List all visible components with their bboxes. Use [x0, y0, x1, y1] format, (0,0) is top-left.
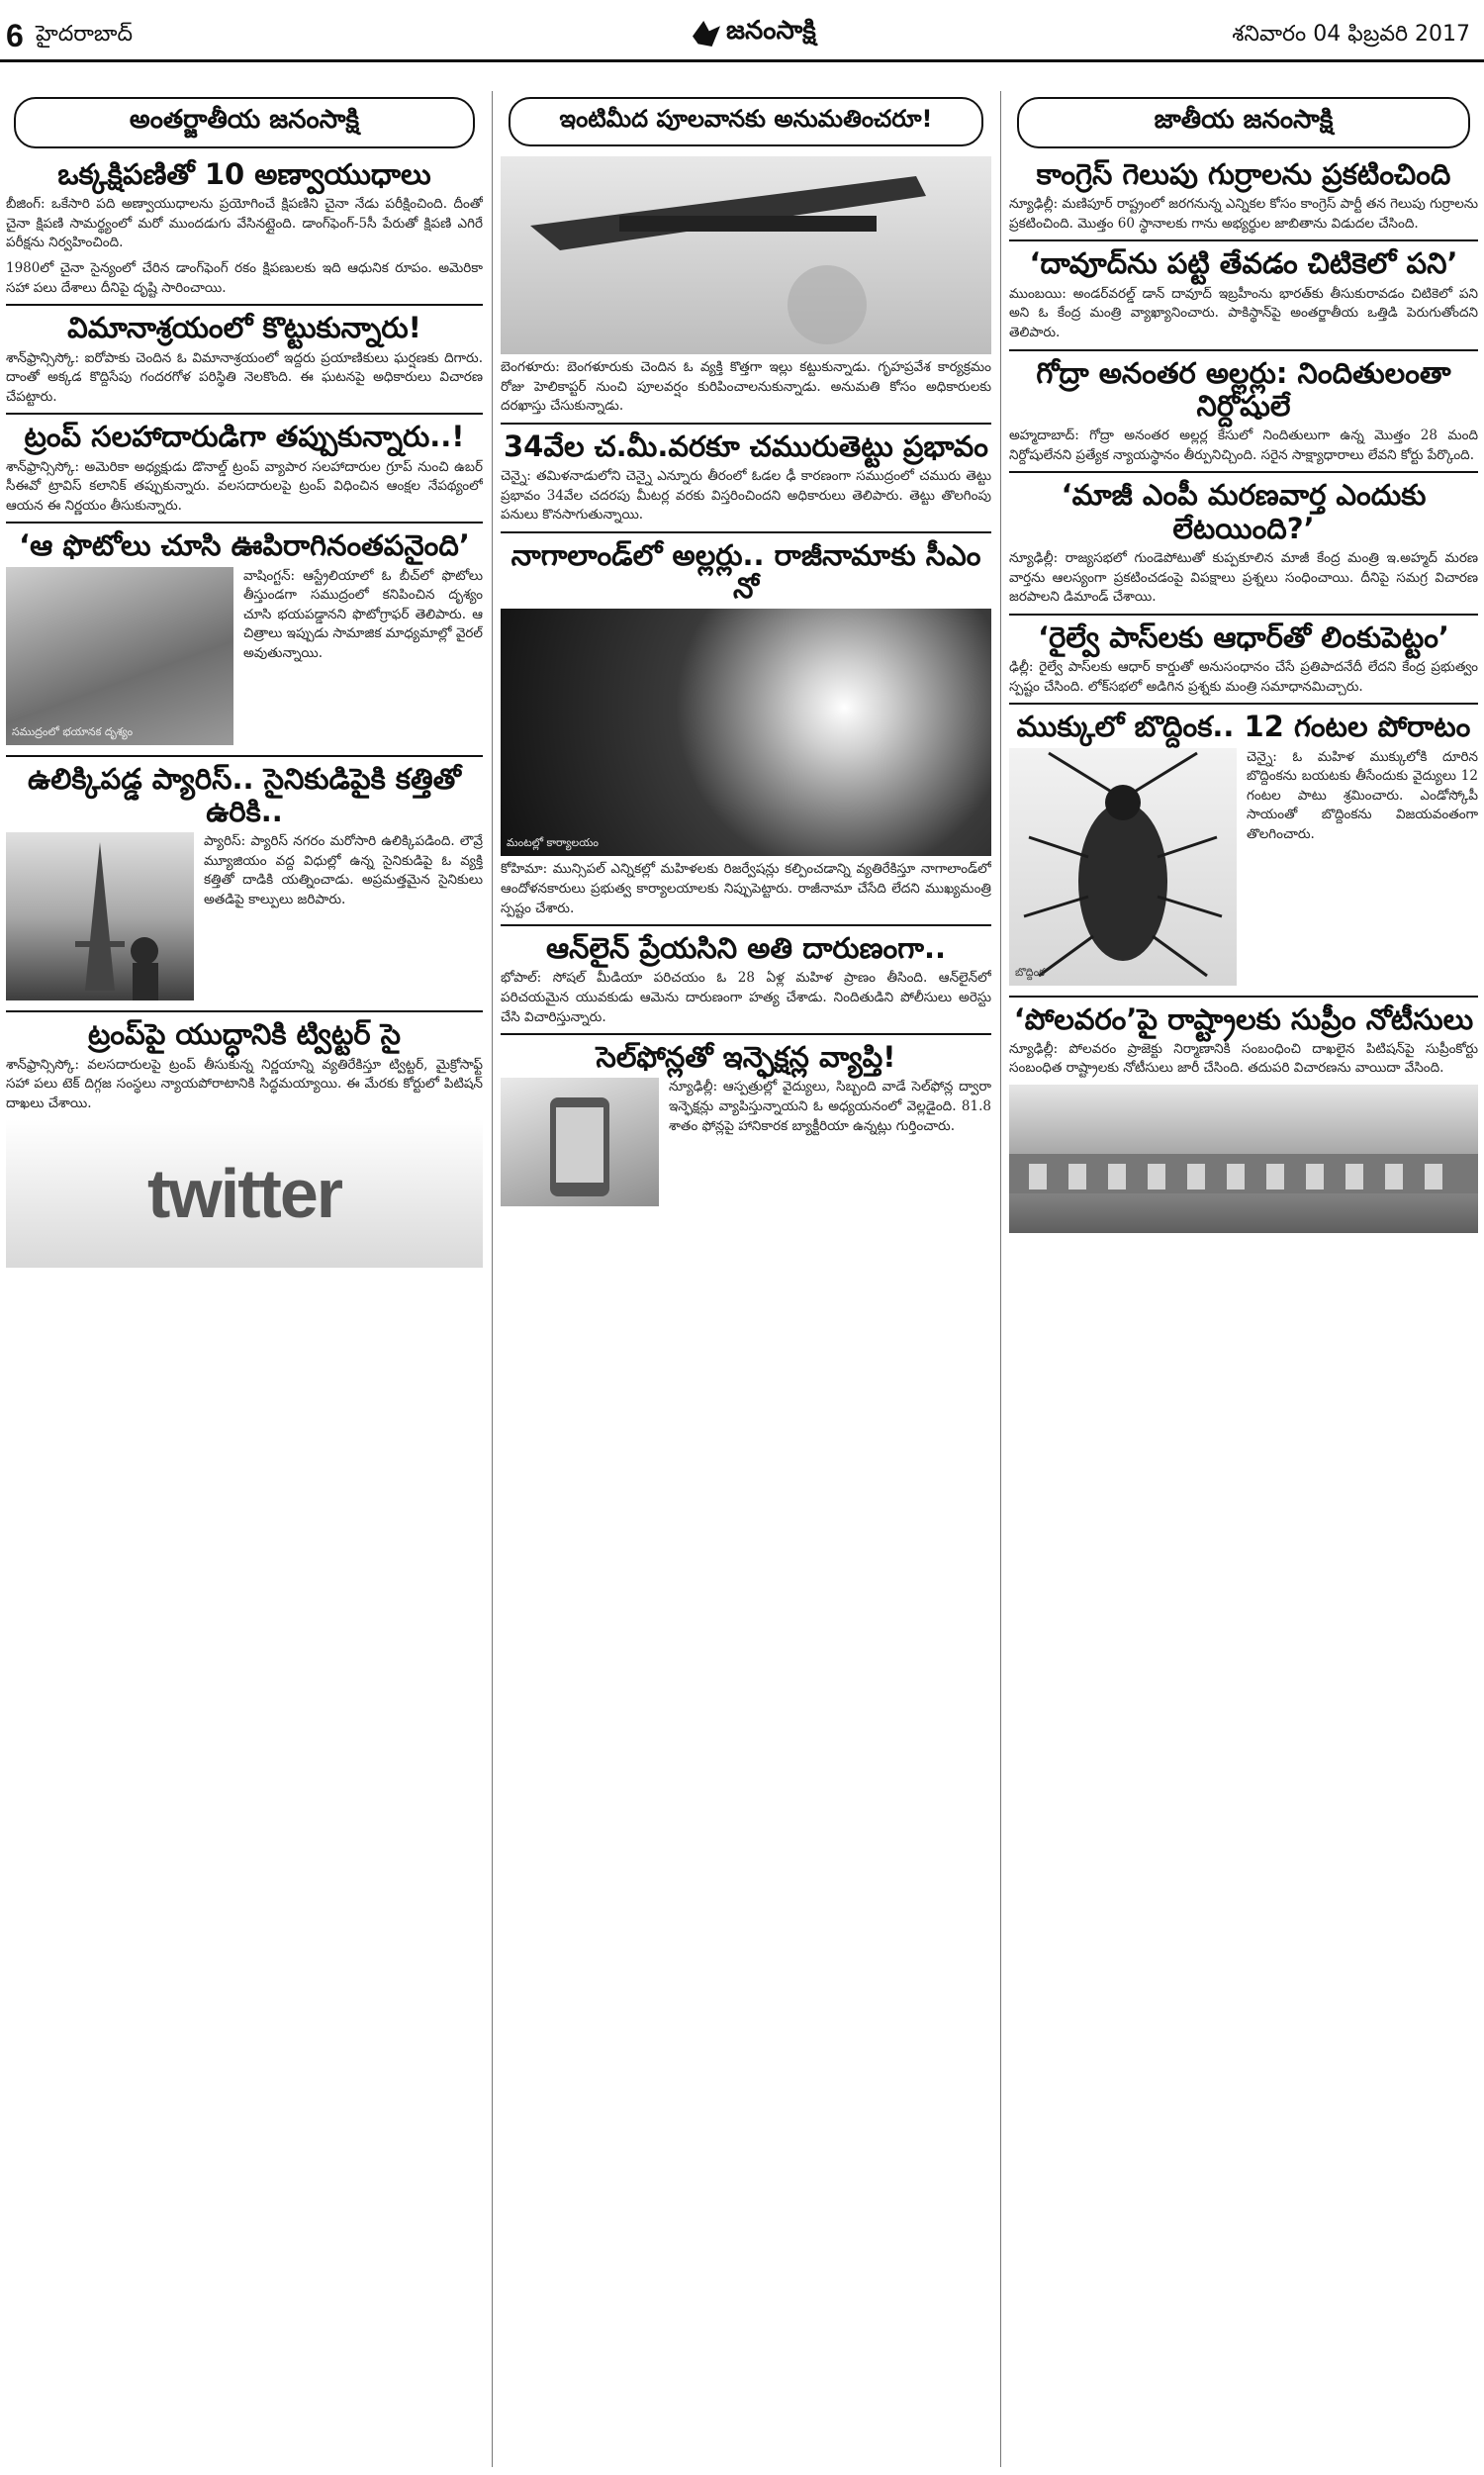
headline-box: ఇంటిమీద పూలవానకు అనుమతించరూ! — [509, 97, 983, 146]
divider — [1009, 349, 1478, 351]
photo-caption: బొద్దింక — [1015, 965, 1045, 979]
city-name: హైదరాబాద్ — [36, 22, 133, 47]
divider — [1009, 996, 1478, 998]
cockroach-photo — [1009, 748, 1237, 986]
article-body: 1980లో చైనా సైన్యంలో చేరిన డాంగ్‌ఫెంగ్‌ రకం క్షిపణులకు ఇది ఆధునిక రూపం. అమెరికా సహా పలు దేశాలు దీనిపై దృష్టి సారించాయి. — [6, 260, 483, 296]
article-body: న్యూఢిల్లీ: పోలవరం ప్రాజెక్టు నిర్మాణానికి సంబంధించి దాఖలైన పిటిషన్‌పై సుప్రీంకోర్టు సంబంధిత రాష్ట్రాలకు నోటీసులు జారీ చేసింది. తదుపరి విచారణను వాయిదా వేసింది. — [1009, 1040, 1478, 1077]
center-column — [501, 91, 991, 2467]
newspaper-brand — [693, 16, 816, 51]
divider — [1009, 703, 1478, 705]
divider — [501, 531, 991, 533]
photo-caption: మంటల్లో కార్యాలయం — [507, 836, 599, 850]
page-number: 6 — [6, 18, 24, 53]
article-body: కోహిమా: మున్సిపల్‌ ఎన్నికల్లో మహిళలకు రిజర్వేషన్లు కల్పించడాన్ని వ్యతిరేకిస్తూ నాగాలాండ్‌లో ఆందోళనకారులు ప్రభుత్వ కార్యాలయాలకు నిప్పుపెట్టారు. రాజీనామా చేసేది లేదని ముఖ్యమంత్రి స్పష్టం చేశారు. — [501, 861, 991, 916]
article-body: భోపాల్‌: సోషల్‌ మీడియా పరిచయం ఓ 28 ఏళ్ల మహిళ ప్రాణం తీసింది. ఆన్‌లైన్‌లో పరిచయమైన యువకుడు ఆమెను దారుణంగా హత్య చేశాడు. నిందితుడిని పోలీసులు అరెస్టు చేసి విచారిస్తున్నారు. — [501, 970, 991, 1025]
national-column — [1009, 91, 1478, 2467]
headline: ‘దావూద్‌ను పట్టి తేవడం చిటికెలో పని’ — [1029, 246, 1458, 281]
brand-logo-icon — [693, 21, 720, 47]
divider — [501, 423, 991, 425]
dam-icon — [1009, 1085, 1478, 1233]
eiffel-tower-photo — [6, 832, 194, 1000]
column-divider — [1000, 91, 1001, 2467]
cellphone-photo — [501, 1078, 659, 1206]
article-body: చెన్నై: తమిళనాడులోని చెన్నై ఎన్నూరు తీరంలో ఓడల ఢీ కారణంగా సముద్రంలో చమురు తెట్టు ప్రభావం 34వేల చదరపు మీటర్ల వరకు విస్తరించిందని అధికారులు తెలిపారు. తెట్టు తొలగింపు పనులు కొనసాగుతున్నాయి. — [501, 468, 991, 524]
helicopter-icon — [501, 156, 991, 354]
twitter-wordmark: twitter — [147, 1155, 341, 1233]
article-body: అహ్మదాబాద్‌: గోద్రా అనంతర అల్లర్ల కేసులో నిందితులుగా ఉన్న మొత్తం 28 మంది నిర్దోషులేనని ప్రత్యేక న్యాయస్థానం తీర్పునిచ్చింది. సరైన సాక్ష్యాధారాలు లేవని కోర్టు పేర్కొంది. — [1009, 428, 1478, 463]
headline: సెల్‌ఫోన్లతో ఇన్ఫెక్షన్ల వ్యాప్తి! — [596, 1040, 896, 1075]
twitter-logo-image — [6, 1119, 483, 1268]
article-body: చెన్నై: ఓ మహిళ ముక్కులోకి దూరిన బొద్దింకను బయటకు తీసేందుకు వైద్యులు 12 గంటల పాటు శ్రమించారు. ఎండోస్కోపీ సాయంతో బొద్దింకను విజయవంతంగా తొలగించారు. — [1247, 748, 1478, 842]
headline: నాగాలాండ్‌లో అల్లర్లు.. రాజీనామాకు సీఎం నో — [510, 537, 981, 606]
headline: ముక్కులో బొద్దింక.. 12 గంటల పోరాటం — [1016, 710, 1471, 744]
headline: ఉలిక్కిపడ్డ ప్యారిస్‌.. సైనికుడిపైకి కత్తితో ఉరికి.. — [28, 761, 461, 828]
phone-icon — [501, 1078, 659, 1206]
headline: ఒక్కక్షిపణితో 10 అణ్వాయుధాలు — [57, 157, 431, 191]
article-body: న్యూఢిల్లీ: మణిపూర్‌ రాష్ట్రంలో జరగనున్న ఎన్నికల కోసం కాంగ్రెస్‌ పార్టీ తన గెలుపు గుర్రాలను ప్రకటించింది. మొత్తం 60 స్థానాలకు గాను అభ్యర్థుల జాబితాను విడుదల చేసింది. — [1009, 196, 1478, 232]
article-body: ఢిల్లీ: రైల్వే పాస్‌లకు ఆధార్‌ కార్డుతో అనుసంధానం చేసే ప్రతిపాదనేదీ లేదని కేంద్ర ప్రభుత్వం స్పష్టం చేసింది. లోక్‌సభలో అడిగిన ప్రశ్నకు మంత్రి సమాధానమిచ్చారు. — [1009, 659, 1478, 695]
fire-photo — [501, 609, 991, 856]
divider — [1009, 239, 1478, 241]
seashore-photo — [6, 567, 233, 745]
eiffel-tower-icon — [6, 832, 194, 1000]
article-body: శాన్‌ఫ్రాన్సిస్కో: వలసదారులపై ట్రంప్‌ తీసుకున్న నిర్ణయాన్ని వ్యతిరేకిస్తూ ట్విట్టర్‌, మైక్రోసాఫ్ట్‌ సహా పలు టెక్‌ దిగ్గజ సంస్థలు న్యాయపోరాటానికి సిద్ధమయ్యాయి. ఈ మేరకు కోర్టులో పిటిషన్‌ దాఖలు చేశాయి. — [6, 1056, 483, 1111]
headline: ఆన్‌లైన్‌ ప్రేయసిని అతి దారుణంగా.. — [545, 931, 946, 966]
divider — [501, 1033, 991, 1035]
headline: ‘ఆ ఫొటోలు చూసి ఊపిరాగినంతపనైంది’ — [19, 528, 470, 563]
divider — [6, 413, 483, 415]
divider — [1009, 471, 1478, 473]
article-body: న్యూఢిల్లీ: రాజ్యసభలో గుండెపోటుతో కుప్పకూలిన మాజీ కేంద్ర మంత్రి ఇ.అహ్మద్‌ మరణ వార్తను ఆలస్యంగా ప్రకటించడంపై విపక్షాలు ప్రశ్నలు సంధించాయి. దీనిపై సమగ్ర విచారణ జరపాలని డిమాండ్‌ చేశాయి. — [1009, 550, 1478, 606]
dam-photo — [1009, 1085, 1478, 1233]
international-column — [6, 91, 483, 2467]
article-body: ప్యారిస్‌: ప్యారిస్‌ నగరం మరోసారి ఉలిక్కిపడింది. లౌవ్రే మ్యూజియం వద్ద విధుల్లో ఉన్న సైనికుడిపై ఓ వ్యక్తి కత్తితో దాడికి యత్నించాడు. అప్రమత్తమైన సైనికులు అతడిపై కాల్పులు జరిపారు. — [204, 833, 483, 907]
divider — [501, 924, 991, 926]
headline: ‘రైల్వే పాస్‌లకు ఆధార్‌తో లింకుపెట్టం’ — [1038, 619, 1449, 654]
divider — [6, 522, 483, 524]
headline: గోద్రా అనంతర అల్లర్లు: నిందితులంతా నిర్దోషులే — [1036, 355, 1451, 423]
photo-caption: సముద్రంలో భయానక దృశ్యం — [12, 724, 134, 738]
column-divider — [492, 91, 493, 2467]
helicopter-photo — [501, 156, 991, 354]
dateline: శనివారం 04 ఫిబ్రవరి 2017 — [1232, 22, 1470, 47]
section-header-national: జాతీయ జనంసాక్షి — [1017, 97, 1470, 148]
article-body: బెంగళూరు: బెంగళూరుకు చెందిన ఓ వ్యక్తి కొత్తగా ఇల్లు కట్టుకున్నాడు. గృహప్రవేశ కార్యక్రమం రోజు హెలికాప్టర్‌ నుంచి పూలవర్షం కురిపించాలనుకున్నాడు. అనుమతి కోసం అధికారులకు దరఖాస్తు చేసుకున్నాడు. — [501, 359, 991, 415]
divider — [6, 304, 483, 306]
headline: ‘పోలవరం’పై రాష్ట్రాలకు సుప్రీం నోటీసులు — [1013, 1001, 1474, 1036]
article-body: శాన్‌ఫ్రాన్సిస్కో: ఐరోపాకు చెందిన ఓ విమానాశ్రయంలో ఇద్దరు ప్రయాణికులు ఘర్షణకు దిగారు. దాంతో అక్కడ కొద్దిసేపు గందరగోళ పరిస్థితి నెలకొంది. ఈ ఘటనపై అధికారులు విచారణ చేపట్టారు. — [6, 349, 483, 405]
section-header-international: అంతర్జాతీయ జనంసాక్షి — [14, 97, 475, 148]
divider — [1009, 614, 1478, 616]
article-body: వాషింగ్టన్‌: ఆస్ట్రేలియాలో ఓ బీచ్‌లో ఫొటోలు తీస్తుండగా సముద్రంలో కనిపించిన దృశ్యం చూసి భయపడ్డానని ఫొటోగ్రాఫర్‌ తెలిపారు. ఆ చిత్రాలు ఇప్పుడు సామాజిక మాధ్యమాల్లో వైరల్‌ అవుతున్నాయి. — [243, 567, 483, 661]
article-body: శాన్‌ఫ్రాన్సిస్కో: అమెరికా అధ్యక్షుడు డొనాల్డ్‌ ట్రంప్‌ వ్యాపార సలహాదారుల గ్రూప్‌ నుంచి ఉబర్‌ సీఈవో ట్రావిస్‌ కలానిక్‌ తప్పుకున్నారు. వలసదారులపై ట్రంప్‌ విధించిన ఆంక్షల నేపథ్యంలో ఆయన ఈ నిర్ణయం తీసుకున్నారు. — [6, 458, 483, 514]
cockroach-icon — [1009, 748, 1237, 986]
article-body: ముంబయి: అండర్‌వరల్డ్‌ డాన్‌ దావూద్‌ ఇబ్రహీంను భారత్‌కు తీసుకురావడం చిటికెలో పని అని ఓ కేంద్ర మంత్రి వ్యాఖ్యానించారు. పాకిస్థాన్‌పై అంతర్జాతీయ ఒత్తిడి పెరుగుతోందని తెలిపారు. — [1009, 285, 1478, 340]
headline: ట్రంప్‌పై యుద్ధానికి ట్విట్టర్‌ సై — [88, 1017, 401, 1052]
divider — [6, 1010, 483, 1012]
headline: ‘మాజీ ఎంపీ మరణవార్త ఎందుకు లేటయింది?’ — [1061, 478, 1427, 545]
headline: 34వేల చ.మీ.వరకూ చమురుతెట్టు ప్రభావం — [503, 428, 988, 463]
article-body: బీజింగ్‌: ఒకేసారి పది అణ్వాయుధాలను ప్రయోగించే క్షిపణిని చైనా నేడు పరీక్షించింది. దీంతో చైనా క్షిపణి సామర్థ్యంలో మరో ముందడుగు వేసినట్లైంది. డాంగ్‌ఫెంగ్‌-5సీ పేరుతో క్షిపణి ఎగిరే పరీక్షను నిర్వహించింది. — [6, 196, 483, 251]
masthead-rule — [0, 59, 1484, 62]
brand-name: జనంసాక్షి — [726, 16, 816, 46]
article-body: న్యూఢిల్లీ: ఆస్పత్రుల్లో వైద్యులు, సిబ్బంది వాడే సెల్‌ఫోన్ల ద్వారా ఇన్ఫెక్షన్లు వ్యాపిస్తున్నాయని ఓ అధ్యయనంలో వెల్లడైంది. 81.8 శాతం ఫోన్లపై హానికారక బ్యాక్టీరియా ఉన్నట్లు గుర్తించారు. — [669, 1079, 991, 1134]
masthead — [0, 0, 1484, 87]
divider — [6, 755, 483, 757]
headline: ట్రంప్‌ సలహాదారుడిగా తప్పుకున్నారు..! — [24, 420, 465, 454]
headline: విమానాశ్రయంలో కొట్టుకున్నారు! — [67, 311, 421, 345]
headline: కాంగ్రెస్‌ గెలుపు గుర్రాలను ప్రకటించింది — [1036, 157, 1451, 191]
